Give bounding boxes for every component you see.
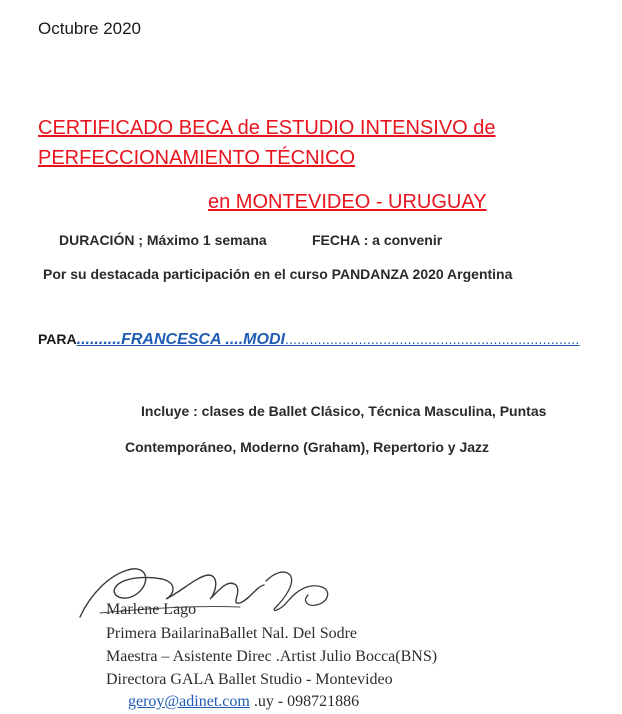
- participation-text: Por su destacada participación en el curso PANDANZA 2020 Argentina: [43, 266, 513, 282]
- signer-studio: Directora GALA Ballet Studio - Montevideo: [106, 671, 393, 688]
- certificate-title-line-2: PERFECCIONAMIENTO TÉCNICO: [38, 147, 356, 169]
- signer-name: Marlene Lago: [106, 601, 197, 618]
- signer-contact: [128, 693, 359, 711]
- signer-role: Maestra – Asistente Direc .Artist Julio Bocca(BNS): [106, 648, 438, 665]
- includes-line-1: Incluye : clases de Ballet Clásico, Técnica Masculina, Puntas: [141, 403, 547, 419]
- duration-text: DURACIÓN ; Máximo 1 semana: [59, 232, 267, 248]
- recipient-line: [38, 331, 579, 349]
- email-link[interactable]: geroy@adinet.com: [128, 693, 250, 710]
- certificate-title-line-1: CERTIFICADO BECA de ESTUDIO INTENSIVO de: [38, 117, 496, 139]
- recipient-name: ..........FRANCESCA ....MODI: [76, 331, 285, 348]
- phone-text: .uy - 098721886: [249, 693, 360, 710]
- date-text: FECHA : a convenir: [312, 232, 443, 248]
- recipient-fill-dots: ........................................................................: [284, 331, 580, 347]
- includes-line-2: Contemporáneo, Moderno (Graham), Repertorio y Jazz: [125, 439, 490, 455]
- certificate-location: en MONTEVIDEO - URUGUAY: [208, 191, 487, 213]
- recipient-label: PARA: [38, 331, 77, 347]
- signer-title: Primera BailarinaBallet Nal. Del Sodre: [106, 625, 358, 642]
- document-date: Octubre 2020: [38, 19, 142, 38]
